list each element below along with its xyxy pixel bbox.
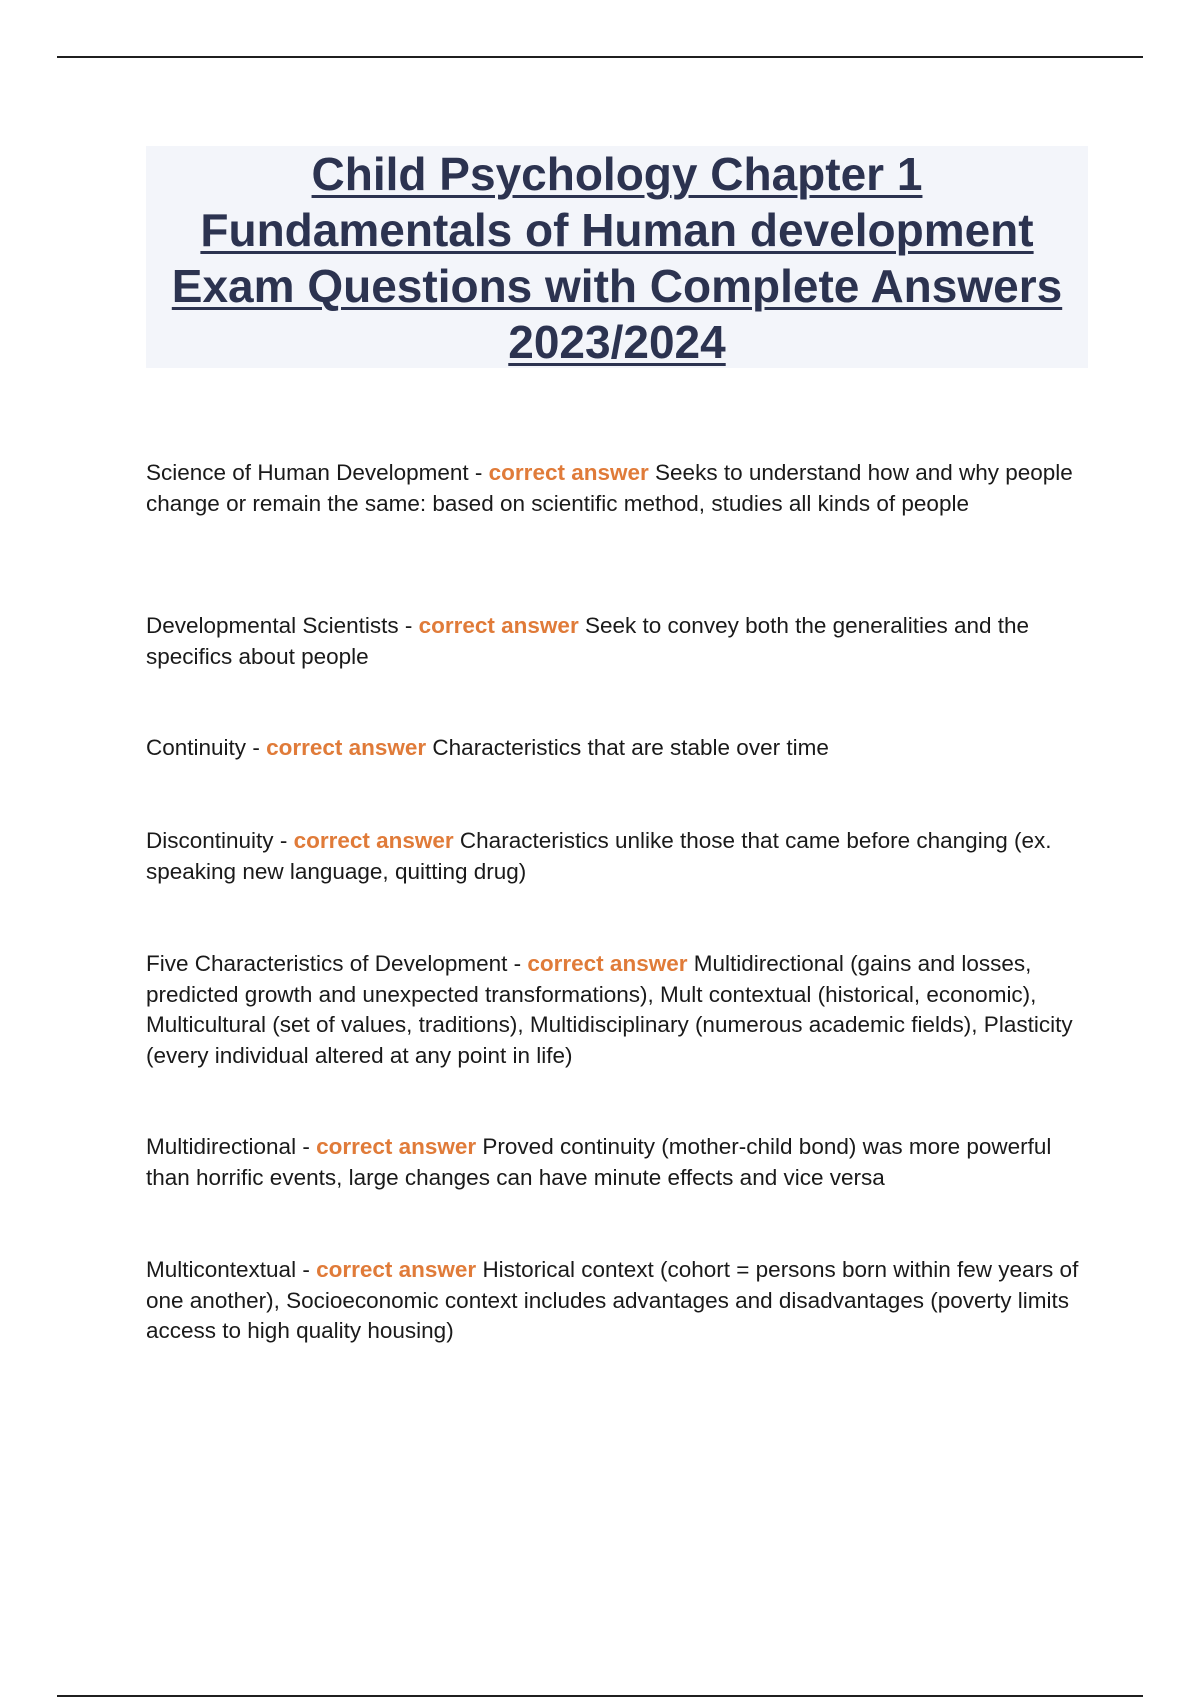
qa-entry-discontinuity — [146, 826, 1096, 887]
correct-answer-label: correct answer — [527, 951, 688, 976]
correct-answer-label: correct answer — [488, 460, 649, 485]
qa-term: Multidirectional — [146, 1134, 297, 1159]
correct-answer-label: correct answer — [316, 1134, 477, 1159]
qa-answer: Proved continuity (mother-child bond) was more powerful than horrific events, large changes can have minute effects and vice versa — [146, 1134, 1052, 1190]
qa-term: Five Characteristics of Development — [146, 951, 508, 976]
top-rule — [57, 56, 1143, 58]
qa-entry-multicontextual — [146, 1255, 1096, 1347]
qa-term: Developmental Scientists — [146, 613, 399, 638]
title-line-3: Exam Questions with Complete Answers — [171, 260, 1063, 312]
qa-answer: Seeks to understand how and why people change or remain the same: based on scientific method, studies all kinds of people — [146, 460, 1073, 516]
qa-term: Continuity — [146, 735, 247, 760]
qa-separator: - — [246, 735, 267, 760]
qa-separator: - — [468, 460, 489, 485]
correct-answer-label: correct answer — [293, 828, 454, 853]
qa-entry-developmental-scientists — [146, 611, 1096, 672]
qa-answer: Characteristics that are stable over time — [432, 735, 829, 760]
correct-answer-label: correct answer — [316, 1257, 477, 1282]
title-line-1: Child Psychology Chapter 1 — [311, 148, 923, 200]
qa-entry-science-of-human-development — [146, 458, 1096, 519]
qa-answer: Characteristics unlike those that came before changing (ex. speaking new language, quitting drug) — [146, 828, 1052, 884]
qa-term: Multicontextual — [146, 1257, 297, 1282]
title-line-2: Fundamentals of Human development — [200, 204, 1034, 256]
qa-separator: - — [507, 951, 528, 976]
qa-answer: Multidirectional (gains and losses, predicted growth and unexpected transformations), Mult contextual (historical, economic), Multicultural (set of values, traditions), Multidisciplinary (numerous academic fields), Plasticity (every individual altered at any point in life) — [146, 951, 1073, 1068]
correct-answer-label: correct answer — [418, 613, 579, 638]
qa-entry-continuity — [146, 733, 1096, 764]
qa-separator: - — [273, 828, 294, 853]
bottom-rule — [57, 1695, 1143, 1697]
qa-entry-multidirectional — [146, 1132, 1096, 1193]
title-line-4: 2023/2024 — [508, 316, 726, 368]
qa-term: Science of Human Development — [146, 460, 469, 485]
qa-answer: Historical context (cohort = persons born within few years of one another), Socioeconomic context includes advantages and disadvantages (poverty limits access to high quality housing) — [146, 1257, 1079, 1343]
qa-entry-five-characteristics — [146, 949, 1096, 1071]
qa-answer: Seek to convey both the generalities and the specifics about people — [146, 613, 1030, 669]
qa-separator: - — [296, 1257, 317, 1282]
correct-answer-label: correct answer — [266, 735, 427, 760]
qa-separator: - — [296, 1134, 317, 1159]
document-title — [146, 146, 1088, 370]
qa-separator: - — [398, 613, 419, 638]
qa-term: Discontinuity — [146, 828, 274, 853]
